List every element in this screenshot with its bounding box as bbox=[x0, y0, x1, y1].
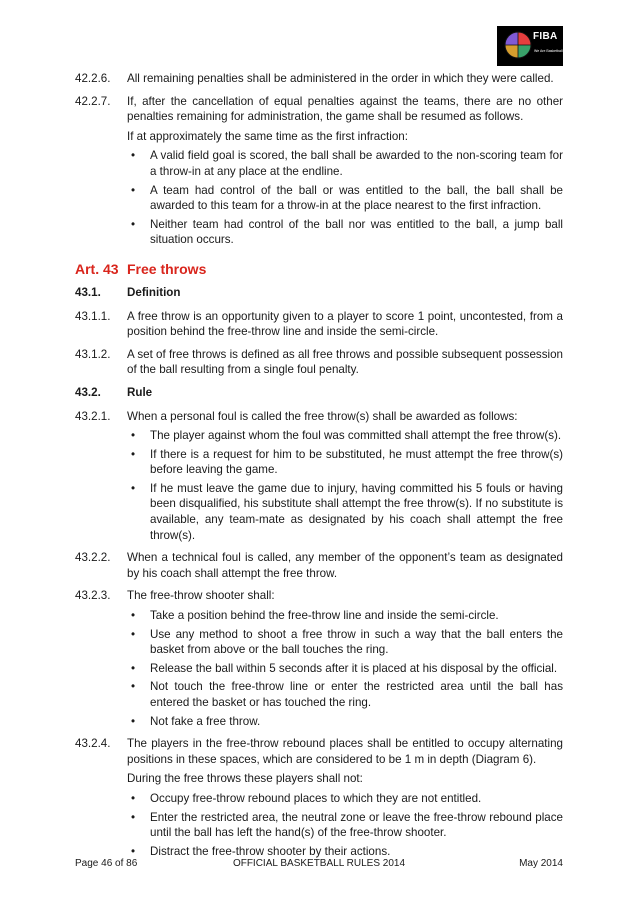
bullet-icon: • bbox=[131, 627, 136, 641]
bullet-text: Neither team had control of the ball nor was entitled to the ball, a jump ball situation occurs. bbox=[150, 217, 563, 247]
article-heading bbox=[75, 260, 563, 278]
bullet-text: Enter the restricted area, the neutral zone or leave the free-throw rebound place until the ball has left the hand(s) of the free-throw shooter. bbox=[150, 810, 563, 840]
rule-item bbox=[75, 347, 563, 378]
rule-number: 43.2.1. bbox=[75, 409, 111, 423]
bullet-text: If he must leave the game due to injury, having committed his 5 fouls or having been disqualified, his substitute shall attempt the free throw(s). If no substitute is available, any team-mate as designated by his coach shall attempt the free throw(s). bbox=[150, 481, 563, 542]
rule-item bbox=[75, 409, 563, 544]
bullet-text: Take a position behind the free-throw line and inside the semi-circle. bbox=[150, 609, 499, 623]
bullet-list bbox=[127, 791, 563, 859]
rule-item bbox=[75, 736, 563, 859]
rule-number: 43.2.3. bbox=[75, 589, 111, 603]
bullet-icon: • bbox=[131, 791, 136, 805]
bullet-icon: • bbox=[131, 447, 136, 461]
rule-paragraph: A set of free throws is defined as all free throws and possible subsequent possession of the ball resulting from a single foul penalty. bbox=[127, 347, 563, 377]
bullet-icon: • bbox=[131, 217, 136, 231]
rule-item bbox=[75, 309, 563, 340]
bullet-text: Occupy free-throw rebound places to which they are not entitled. bbox=[150, 791, 482, 805]
bullet-item bbox=[127, 183, 563, 214]
rule-paragraph: During the free throws these players shall not: bbox=[127, 772, 363, 786]
fiba-logo bbox=[497, 26, 563, 66]
rule-paragraph: A free throw is an opportunity given to a player to score 1 point, uncontested, from a position behind the free-throw line and inside the semi-circle. bbox=[127, 309, 563, 339]
rule-item bbox=[75, 588, 563, 729]
rule-item bbox=[75, 94, 563, 248]
bullet-item bbox=[127, 627, 563, 658]
logo-tagline: We Are Basketball bbox=[534, 49, 563, 53]
bullet-item bbox=[127, 428, 563, 444]
rule-body bbox=[127, 94, 563, 248]
article-title: Free throws bbox=[127, 260, 207, 277]
bullet-icon: • bbox=[131, 714, 136, 728]
rule-number: 43.2.4. bbox=[75, 737, 111, 751]
rule-body bbox=[127, 588, 563, 729]
bullet-item bbox=[127, 679, 563, 710]
rule-body bbox=[127, 71, 563, 87]
page-number: Page 46 of 86 bbox=[75, 858, 138, 869]
rule-body bbox=[127, 309, 563, 340]
rule-paragraph: The free-throw shooter shall: bbox=[127, 589, 275, 603]
rule-paragraph: When a technical foul is called, any member of the opponent’s team as designated by his coach shall attempt the free throw. bbox=[127, 551, 563, 580]
bullet-list bbox=[127, 148, 563, 248]
rule-paragraph: When a personal foul is called the free throw(s) shall be awarded as follows: bbox=[127, 409, 518, 423]
bullet-item bbox=[127, 217, 563, 248]
bullet-text: Use any method to shoot a free throw in such a way that the ball enters the basket from above or the ball touches the ring. bbox=[150, 627, 563, 657]
bullet-text: Not touch the free-throw line or enter the restricted area until the ball has entered the basket or has touched the ring. bbox=[150, 680, 563, 709]
bullet-item bbox=[127, 714, 563, 730]
bullet-icon: • bbox=[131, 481, 136, 495]
logo-wordmark: FIBA bbox=[533, 31, 558, 42]
section-number: 43.2. bbox=[75, 385, 101, 399]
bullet-icon: • bbox=[131, 680, 136, 694]
bullet-icon: • bbox=[131, 149, 136, 163]
article-number: Art. 43 bbox=[75, 260, 119, 277]
section-heading bbox=[75, 385, 563, 401]
section-title: Definition bbox=[127, 285, 181, 299]
bullet-icon: • bbox=[131, 609, 136, 623]
rule-body bbox=[127, 736, 563, 859]
rules-content bbox=[75, 71, 563, 866]
bullet-icon: • bbox=[131, 661, 136, 675]
rule-paragraph: All remaining penalties shall be administered in the order in which they were called. bbox=[127, 72, 554, 85]
bullet-text: The player against whom the foul was committed shall attempt the free throw(s). bbox=[150, 429, 562, 443]
rule-number: 43.1.1. bbox=[75, 309, 111, 323]
rule-number: 42.2.6. bbox=[75, 72, 111, 85]
bullet-item bbox=[127, 791, 563, 807]
section-title: Rule bbox=[127, 385, 153, 399]
bullet-icon: • bbox=[131, 844, 136, 858]
rule-number: 42.2.7. bbox=[75, 94, 111, 108]
document-title: OFFICIAL BASKETBALL RULES 2014 bbox=[232, 858, 406, 869]
basketball-globe-icon bbox=[503, 30, 533, 60]
rule-item bbox=[75, 71, 563, 87]
rule-paragraph: If, after the cancellation of equal penalties against the teams, there are no other penalties remaining for administration, the game shall be resumed as follows. bbox=[127, 94, 563, 124]
bullet-item bbox=[127, 148, 563, 179]
rule-number: 43.2.2. bbox=[75, 551, 111, 565]
rule-paragraph: The players in the free-throw rebound places shall be entitled to occupy alternating positions in these spaces, which are considered to be 1 m in depth (Diagram 6). bbox=[127, 737, 563, 766]
rule-item bbox=[75, 550, 563, 581]
bullet-icon: • bbox=[131, 183, 136, 197]
bullet-item bbox=[127, 481, 563, 543]
document-date: May 2014 bbox=[519, 858, 563, 869]
bullet-text: Distract the free-throw shooter by their actions. bbox=[150, 844, 391, 858]
bullet-item bbox=[127, 608, 563, 624]
rule-paragraph: If at approximately the same time as the first infraction: bbox=[127, 129, 408, 143]
bullet-text: A team had control of the ball or was entitled to the ball, the ball shall be awarded to this team for a throw-in at the place nearest to the first infraction. bbox=[150, 183, 563, 213]
rule-body bbox=[127, 347, 563, 378]
bullet-item bbox=[127, 810, 563, 841]
bullet-text: Not fake a free throw. bbox=[150, 714, 261, 728]
bullet-icon: • bbox=[131, 429, 136, 443]
bullet-icon: • bbox=[131, 810, 136, 824]
rule-body bbox=[127, 409, 563, 544]
bullet-list bbox=[127, 608, 563, 729]
rule-body bbox=[127, 550, 563, 581]
section-heading bbox=[75, 285, 563, 301]
section-number: 43.1. bbox=[75, 285, 101, 299]
rule-number: 43.1.2. bbox=[75, 347, 111, 361]
bullet-list bbox=[127, 428, 563, 543]
bullet-text: If there is a request for him to be substituted, he must attempt the free throw(s) before leaving the game. bbox=[150, 447, 563, 477]
bullet-text: A valid field goal is scored, the ball shall be awarded to the non-scoring team for a throw-in at any place at the endline. bbox=[150, 149, 563, 178]
bullet-item bbox=[127, 661, 563, 677]
page-footer bbox=[75, 857, 563, 871]
bullet-text: Release the ball within 5 seconds after it is placed at his disposal by the official. bbox=[150, 661, 558, 675]
bullet-item bbox=[127, 447, 563, 478]
